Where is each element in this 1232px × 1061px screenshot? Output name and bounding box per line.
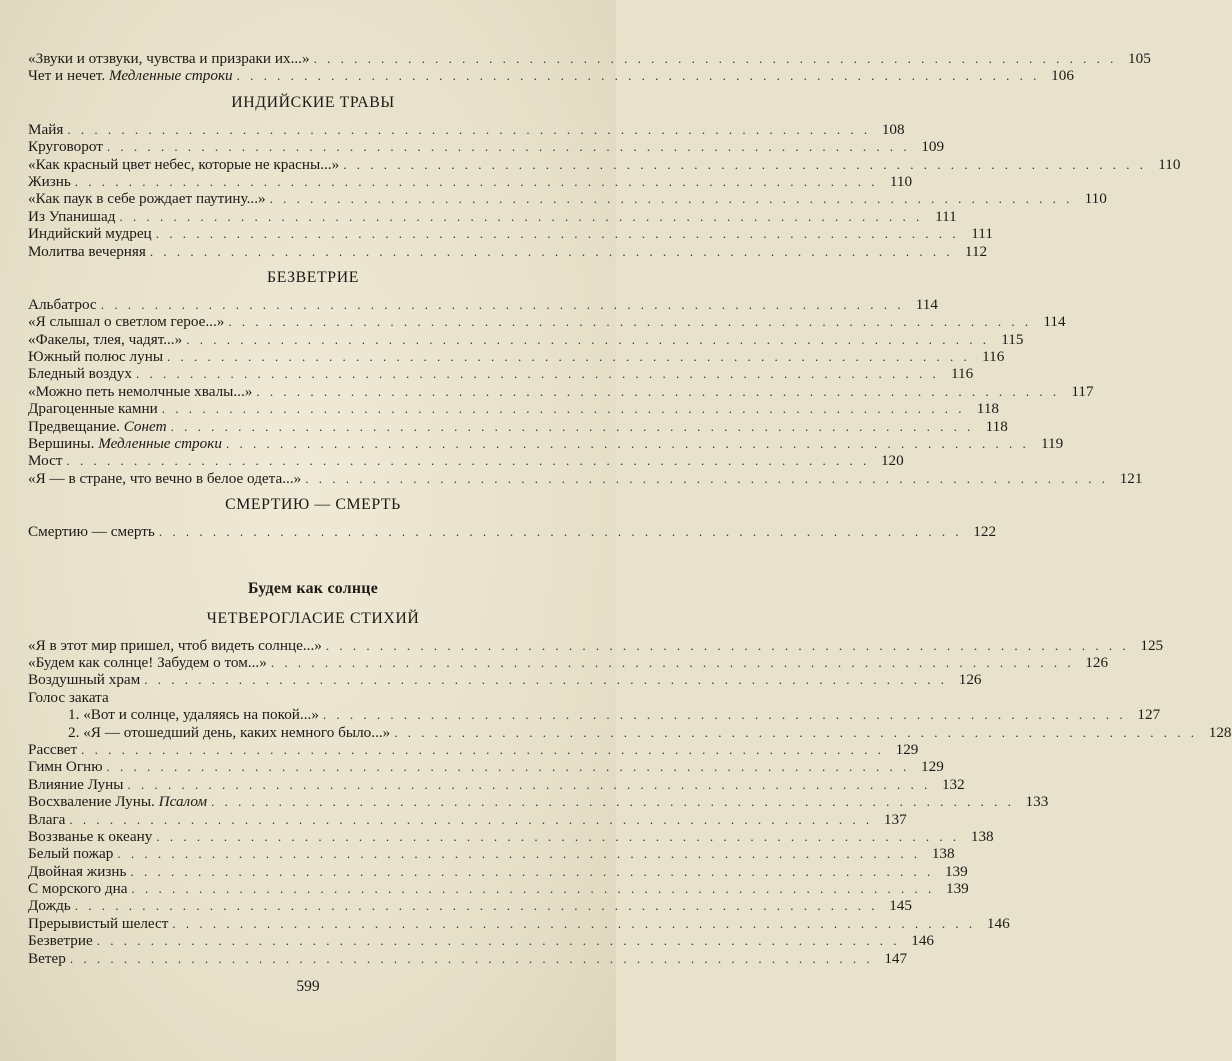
dot-leader: . . . . . . . . . . . . . . . . . . . . . . . . . . . . . . . . . . . . . . . . . . . . . . . . . . . . . . . . . . . . bbox=[236, 68, 1040, 84]
toc-entry bbox=[28, 417, 1008, 435]
toc-entry-title bbox=[28, 243, 150, 260]
toc-entry bbox=[28, 636, 1164, 654]
toc-entry-title bbox=[28, 880, 132, 897]
toc-entry-title-text: «Факелы, тлея, чадят...» bbox=[28, 330, 183, 348]
toc-entry-page: 139 bbox=[944, 862, 968, 880]
toc-entry-subtitle: Медленные строки bbox=[98, 435, 222, 453]
toc-entry bbox=[28, 295, 938, 313]
toc-entry-title-text: Безветрие bbox=[28, 932, 93, 950]
toc-entry-title bbox=[28, 383, 256, 400]
toc-entry-page: 138 bbox=[970, 827, 994, 845]
toc-entry-title bbox=[28, 637, 326, 654]
toc-entry-title-text: Южный полюс луны bbox=[28, 348, 164, 366]
toc-entry bbox=[28, 120, 905, 138]
toc-entry bbox=[28, 653, 1109, 671]
toc-entry-page: 116 bbox=[982, 348, 1005, 366]
toc-entry-title bbox=[28, 897, 75, 914]
toc-entry-page: 138 bbox=[931, 845, 955, 863]
toc-entry-title bbox=[28, 776, 127, 793]
toc-entry-title-text: «Звуки и отзвуки, чувства и призраки их...» bbox=[28, 50, 310, 67]
toc-entry-title-text: 1. «Вот и солнце, удаляясь на покой...» bbox=[68, 706, 319, 724]
toc-entry bbox=[28, 365, 974, 383]
toc-entry bbox=[28, 880, 969, 898]
dot-leader: . . . . . . . . . . . . . . . . . . . . . . . . . . . . . . . . . . . . . . . . . . . . . . . . . . . . . . . . . . . . bbox=[155, 226, 959, 242]
toc-entry bbox=[28, 914, 1010, 932]
toc-entry-page: 114 bbox=[1043, 313, 1066, 331]
dot-leader: . . . . . . . . . . . . . . . . . . . . . . . . . . . . . . . . . . . . . . . . . . . . . . . . . . . . . . . . . . . . bbox=[225, 436, 1030, 452]
section-heading: ЧЕТВЕРОГЛАСИЕ СТИХИЙ bbox=[206, 609, 420, 627]
toc-entry-page: 118 bbox=[976, 400, 1000, 418]
dot-leader: . . . . . . . . . . . . . . . . . . . . . . . . . . . . . . . . . . . . . . . . . . . . . . . . . . . . . . . . . . . . bbox=[69, 950, 874, 966]
toc-entry-page: 129 bbox=[895, 740, 919, 758]
page-number: 599 bbox=[296, 978, 320, 995]
dot-leader: . . . . . . . . . . . . . . . . . . . . . . . . . . . . . . . . . . . . . . . . . . . . . . . . . . . . . . . . . . . . bbox=[127, 776, 931, 792]
dot-leader: . . . . . . . . . . . . . . . . . . . . . . . . . . . . . . . . . . . . . . . . . . . . . . . . . . . . . . . . . . . . bbox=[106, 139, 911, 155]
toc-entry-title bbox=[28, 296, 101, 313]
toc-entry-title-text: Дождь bbox=[28, 897, 71, 915]
dot-leader: . . . . . . . . . . . . . . . . . . . . . . . . . . . . . . . . . . . . . . . . . . . . . . . . . . . . . . . . . . . . bbox=[172, 915, 976, 931]
toc-entry-title-text: Из Упанишад bbox=[28, 207, 116, 225]
toc-entry bbox=[28, 400, 1000, 418]
toc-entry-title-text: Воздушный храм bbox=[28, 671, 141, 689]
toc-entry bbox=[28, 242, 988, 260]
toc-entry-title bbox=[28, 452, 66, 469]
toc-entry bbox=[28, 50, 1151, 67]
toc-entry-title bbox=[28, 331, 186, 348]
toc-entry-page: 126 bbox=[1085, 653, 1109, 671]
dot-leader: . . . . . . . . . . . . . . . . . . . . . . . . . . . . . . . . . . . . . . . . . . . . . . . . . . . . . . . . . . . . bbox=[96, 933, 901, 949]
toc-entry-title bbox=[28, 156, 343, 173]
toc-entry-title bbox=[28, 121, 67, 138]
toc-entry-title bbox=[28, 671, 144, 688]
toc-entry bbox=[28, 793, 1049, 811]
toc-entry bbox=[28, 67, 1074, 85]
toc-entry-page: 120 bbox=[880, 452, 904, 470]
dot-leader: . . . . . . . . . . . . . . . . . . . . . . . . . . . . . . . . . . . . . . . . . . . . . . . . . . . . . . . . . . . . bbox=[158, 524, 963, 540]
toc-entry-title-text: Влияние Луны bbox=[28, 775, 124, 793]
toc-entry-page: 112 bbox=[964, 242, 988, 260]
toc-entry-page: 147 bbox=[884, 949, 908, 967]
toc-entry-title bbox=[28, 470, 305, 487]
toc-entry bbox=[28, 382, 1094, 400]
dot-leader: . . . . . . . . . . . . . . . . . . . . . . . . . . . . . . . . . . . . . . . . . . . . . . . . . . . . . . . . . . . . bbox=[131, 881, 935, 897]
toc-entry bbox=[28, 723, 1232, 741]
toc-entry-title bbox=[28, 950, 70, 967]
toc-entry bbox=[28, 348, 1005, 366]
toc-entry-title-text: «Будем как солнце! Забудем о том...» bbox=[28, 653, 267, 671]
toc-entry-title-text: Смертию — смерть bbox=[28, 523, 155, 541]
toc-entry bbox=[28, 138, 945, 156]
dot-leader: . . . . . . . . . . . . . . . . . . . . . . . . . . . . . . . . . . . . . . . . . . . . . . . . . . . . . . . . . . . . bbox=[100, 296, 904, 312]
toc-entry bbox=[28, 225, 993, 243]
toc-entry-title bbox=[28, 50, 314, 67]
toc-entry bbox=[28, 862, 968, 880]
toc-entry-page: 133 bbox=[1025, 793, 1049, 811]
toc-entry bbox=[28, 671, 982, 689]
dot-leader: . . . . . . . . . . . . . . . . . . . . . . . . . . . . . . . . . . . . . . . . . . . . . . . . . . . . . . . . . . . . bbox=[305, 470, 1109, 486]
toc-entry-title-text: Мост bbox=[28, 452, 63, 470]
toc-entry-title bbox=[28, 138, 107, 155]
toc-entry-title-text: Белый пожар bbox=[28, 845, 114, 863]
toc-entry-title-text: «Как паук в себе рождает паутину...» bbox=[28, 190, 266, 208]
toc-entry bbox=[28, 932, 935, 950]
toc-entry-title-text: Рассвет bbox=[28, 740, 78, 758]
toc-entry-title bbox=[28, 863, 130, 880]
toc-entry bbox=[28, 740, 919, 758]
toc-entry-page: 121 bbox=[1119, 469, 1143, 487]
toc-entry-title-text: 2. «Я — отошедший день, каких немного было...» bbox=[68, 723, 391, 741]
toc-entry-page: 118 bbox=[985, 417, 1008, 435]
toc-entry-page: 117 bbox=[1071, 382, 1094, 400]
dot-leader: . . . . . . . . . . . . . . . . . . . . . . . . . . . . . . . . . . . . . . . . . . . . . . . . . . . . . . . . . . . . bbox=[66, 453, 870, 469]
toc-entry bbox=[28, 706, 1161, 724]
toc-entry-title-text: С морского дна bbox=[28, 880, 128, 898]
toc-entry bbox=[28, 897, 912, 915]
dot-leader: . . . . . . . . . . . . . . . . . . . . . . . . . . . . . . . . . . . . . . . . . . . . . . . . . . . . . . . . . . . . bbox=[106, 759, 910, 775]
toc-entry-page: 127 bbox=[1137, 706, 1161, 724]
dot-leader: . . . . . . . . . . . . . . . . . . . . . . . . . . . . . . . . . . . . . . . . . . . . . . . . . . . . . . . . . . . . bbox=[81, 741, 885, 757]
dot-leader: . . . . . . . . . . . . . . . . . . . . . . . . . . . . . . . . . . . . . . . . . . . . . . . . . . . . . . . . . . . . bbox=[156, 828, 960, 844]
toc-entry-title-text: Восхваление Луны. bbox=[28, 793, 159, 811]
toc-entry-title bbox=[28, 67, 237, 84]
toc-entry-page: 116 bbox=[950, 365, 974, 383]
toc-entry-title-text: Чет и нечет. bbox=[28, 67, 109, 85]
toc-entry-title-text: «Я — в стране, что вечно в белое одета...» bbox=[28, 469, 302, 487]
toc-entry bbox=[28, 469, 1143, 487]
toc-entry-title bbox=[28, 654, 271, 671]
toc-entry bbox=[28, 827, 994, 845]
dot-leader: . . . . . . . . . . . . . . . . . . . . . . . . . . . . . . . . . . . . . . . . . . . . . . . . . . . . . . . . . . . . bbox=[74, 173, 879, 189]
toc-entry bbox=[28, 172, 913, 190]
toc-entry-title-text: Жизнь bbox=[28, 172, 71, 190]
toc-entry bbox=[28, 758, 944, 776]
toc-entry-title-text: Ветер bbox=[28, 949, 66, 967]
section-heading: БЕЗВЕТРИЕ bbox=[267, 268, 359, 286]
toc-entry bbox=[28, 689, 598, 706]
toc-entry-title-text: Гимн Огню bbox=[28, 758, 103, 776]
toc-entry-page: 146 bbox=[911, 932, 935, 950]
toc-entry-title bbox=[28, 845, 117, 862]
toc-entry bbox=[28, 190, 1107, 208]
dot-leader: . . . . . . . . . . . . . . . . . . . . . . . . . . . . . . . . . . . . . . . . . . . . . . . . . . . . . . . . . . . . bbox=[343, 156, 1147, 172]
toc-entry-title-text: «Можно петь немолчные хвалы...» bbox=[28, 382, 253, 400]
toc-entry-page: 111 bbox=[971, 225, 993, 243]
dot-leader: . . . . . . . . . . . . . . . . . . . . . . . . . . . . . . . . . . . . . . . . . . . . . . . . . . . . . . . . . . . . bbox=[313, 51, 1117, 66]
section-heading: СМЕРТИЮ — СМЕРТЬ bbox=[225, 496, 401, 514]
toc-entry-page: 139 bbox=[945, 880, 969, 898]
toc-entry-title bbox=[28, 706, 323, 723]
toc-entry-title-text: Прерывистый шелест bbox=[28, 914, 169, 932]
toc-entry-title-text: Майя bbox=[28, 120, 64, 138]
toc-entry-title bbox=[28, 225, 156, 242]
toc-entry bbox=[28, 313, 1066, 331]
dot-leader: . . . . . . . . . . . . . . . . . . . . . . . . . . . . . . . . . . . . . . . . . . . . . . . . . . . . . . . . . . . . bbox=[170, 418, 974, 434]
toc-entry-page: 126 bbox=[958, 671, 982, 689]
toc-entry-page: 128 bbox=[1208, 723, 1232, 741]
toc-entry-page: 125 bbox=[1140, 636, 1164, 654]
toc-entry-title-text: Воззванье к океану bbox=[28, 827, 153, 845]
toc-entry-title bbox=[28, 523, 159, 540]
toc-entry bbox=[28, 155, 1181, 173]
dot-leader: . . . . . . . . . . . . . . . . . . . . . . . . . . . . . . . . . . . . . . . . . . . . . . . . . . . . . . . . . . . . bbox=[67, 121, 871, 137]
toc-entry-title bbox=[28, 365, 136, 382]
toc-entry-title-text: Вершины. bbox=[28, 435, 99, 453]
toc-entry-page: 106 bbox=[1051, 67, 1074, 85]
toc-entry-page: 105 bbox=[1128, 50, 1151, 67]
dot-leader: . . . . . . . . . . . . . . . . . . . . . . . . . . . . . . . . . . . . . . . . . . . . . . . . . . . . . . . . . . . . bbox=[167, 349, 971, 365]
toc-entry-subtitle: Псалом bbox=[158, 793, 208, 811]
toc-entry bbox=[28, 452, 904, 470]
toc-entry-title-text: Влага bbox=[28, 810, 66, 828]
toc-entry-title-text: Драгоценные камни bbox=[28, 400, 158, 418]
toc-entry bbox=[28, 523, 997, 541]
toc-entry-page: 110 bbox=[889, 172, 913, 190]
toc-entry-page: 146 bbox=[986, 914, 1010, 932]
toc-entry-page: 137 bbox=[883, 810, 907, 828]
toc-entry-title-text: «Я в этот мир пришел, чтоб видеть солнце...» bbox=[28, 636, 322, 654]
dot-leader: . . . . . . . . . . . . . . . . . . . . . . . . . . . . . . . . . . . . . . . . . . . . . . . . . . . . . . . . . . . . bbox=[325, 637, 1130, 653]
toc-entry-title-text: Голос заката bbox=[28, 688, 109, 706]
dot-leader: . . . . . . . . . . . . . . . . . . . . . . . . . . . . . . . . . . . . . . . . . . . . . . . . . . . . . . . . . . . . bbox=[228, 314, 1032, 330]
toc-entry-title bbox=[28, 435, 226, 452]
toc-entry-title bbox=[28, 741, 81, 758]
toc-entry-page: 115 bbox=[1001, 330, 1024, 348]
toc-entry-title bbox=[28, 915, 172, 932]
toc-entry-page: 145 bbox=[889, 897, 912, 915]
dot-leader: . . . . . . . . . . . . . . . . . . . . . . . . . . . . . . . . . . . . . . . . . . . . . . . . . . . . . . . . . . . . bbox=[74, 898, 878, 914]
toc-entry-page: 110 bbox=[1084, 190, 1107, 208]
toc-entry-title-text: Молитва вечерняя bbox=[28, 242, 146, 260]
toc-entry-title bbox=[28, 400, 162, 417]
toc-entry-title-text: Предвещание. bbox=[28, 417, 124, 435]
dot-leader: . . . . . . . . . . . . . . . . . . . . . . . . . . . . . . . . . . . . . . . . . . . . . . . . . . . . . . . . . . . . bbox=[394, 724, 1198, 740]
toc-entry-title-text: Двойная жизнь bbox=[28, 862, 127, 880]
dot-leader: . . . . . . . . . . . . . . . . . . . . . . . . . . . . . . . . . . . . . . . . . . . . . . . . . . . . . . . . . . . . bbox=[119, 208, 923, 224]
toc-entry-title bbox=[28, 348, 167, 365]
dot-leader: . . . . . . . . . . . . . . . . . . . . . . . . . . . . . . . . . . . . . . . . . . . . . . . . . . . . . . . . . . . . bbox=[161, 401, 966, 417]
toc-entry bbox=[28, 845, 955, 863]
toc-entry-title-text: Индийский мудрец bbox=[28, 225, 152, 243]
dot-leader: . . . . . . . . . . . . . . . . . . . . . . . . . . . . . . . . . . . . . . . . . . . . . . . . . . . . . . . . . . . . bbox=[269, 191, 1073, 207]
toc-entry bbox=[28, 435, 1064, 453]
dot-leader: . . . . . . . . . . . . . . . . . . . . . . . . . . . . . . . . . . . . . . . . . . . . . . . . . . . . . . . . . . . . bbox=[211, 794, 1015, 810]
toc-entry-title bbox=[28, 689, 113, 706]
toc-entry-title bbox=[28, 758, 107, 775]
toc-entry-subtitle: Медленные строки bbox=[108, 67, 233, 85]
dot-leader: . . . . . . . . . . . . . . . . . . . . . . . . . . . . . . . . . . . . . . . . . . . . . . . . . . . . . . . . . . . . bbox=[256, 383, 1060, 399]
toc-entry-title-text: «Как красный цвет небес, которые не красны...» bbox=[28, 155, 340, 173]
toc-entry-page: 108 bbox=[881, 120, 905, 138]
toc-entry bbox=[28, 949, 908, 967]
toc-entry-subtitle: Сонет bbox=[123, 417, 167, 435]
dot-leader: . . . . . . . . . . . . . . . . . . . . . . . . . . . . . . . . . . . . . . . . . . . . . . . . . . . . . . . . . . . . bbox=[270, 654, 1075, 670]
toc-entry-title bbox=[28, 173, 75, 190]
toc-entry bbox=[28, 810, 907, 828]
toc-entry-page: 110 bbox=[1158, 155, 1181, 173]
toc-entry-title bbox=[28, 932, 97, 949]
toc-entry-title-text: Круговорот bbox=[28, 138, 103, 156]
dot-leader: . . . . . . . . . . . . . . . . . . . . . . . . . . . . . . . . . . . . . . . . . . . . . . . . . . . . . . . . . . . . bbox=[130, 863, 934, 879]
toc-entry bbox=[28, 775, 965, 793]
toc-entry-title-text: Альбатрос bbox=[28, 295, 97, 313]
dot-leader: . . . . . . . . . . . . . . . . . . . . . . . . . . . . . . . . . . . . . . . . . . . . . . . . . . . . . . . . . . . . bbox=[135, 366, 940, 382]
toc-entry bbox=[28, 330, 1024, 348]
dot-leader: . . . . . . . . . . . . . . . . . . . . . . . . . . . . . . . . . . . . . . . . . . . . . . . . . . . . . . . . . . . . bbox=[149, 243, 954, 259]
table-of-contents bbox=[28, 50, 1232, 967]
toc-entry-title bbox=[28, 208, 119, 225]
toc-entry-title-text: «Я слышал о светлом герое...» bbox=[28, 313, 225, 331]
toc-entry-page: 119 bbox=[1040, 435, 1064, 453]
toc-entry-page: 129 bbox=[921, 758, 944, 776]
dot-leader: . . . . . . . . . . . . . . . . . . . . . . . . . . . . . . . . . . . . . . . . . . . . . . . . . . . . . . . . . . . . bbox=[117, 846, 921, 862]
toc-entry-title bbox=[28, 313, 228, 330]
toc-entry-title-text: Бледный воздух bbox=[28, 365, 132, 383]
dot-leader: . . . . . . . . . . . . . . . . . . . . . . . . . . . . . . . . . . . . . . . . . . . . . . . . . . . . . . . . . . . . bbox=[144, 672, 948, 688]
toc-entry bbox=[28, 207, 957, 225]
toc-entry-page: 109 bbox=[921, 138, 945, 156]
toc-entry-page: 114 bbox=[915, 295, 938, 313]
section-heading: ИНДИЙСКИЕ ТРАВЫ bbox=[231, 93, 395, 111]
toc-entry-title bbox=[28, 724, 394, 741]
dot-leader: . . . . . . . . . . . . . . . . . . . . . . . . . . . . . . . . . . . . . . . . . . . . . . . . . . . . . . . . . . . . bbox=[322, 707, 1127, 723]
toc-entry-title bbox=[28, 828, 156, 845]
toc-entry-title bbox=[28, 811, 69, 828]
toc-entry-page: 132 bbox=[941, 775, 965, 793]
dot-leader: . . . . . . . . . . . . . . . . . . . . . . . . . . . . . . . . . . . . . . . . . . . . . . . . . . . . . . . . . . . . bbox=[186, 331, 990, 347]
toc-entry-title bbox=[28, 418, 171, 435]
toc-entry-title bbox=[28, 190, 270, 207]
toc-entry-page: 111 bbox=[935, 207, 957, 225]
book-title: Будем как солнце bbox=[247, 579, 379, 597]
toc-entry-page: 122 bbox=[973, 523, 997, 541]
dot-leader: . . . . . . . . . . . . . . . . . . . . . . . . . . . . . . . . . . . . . . . . . . . . . . . . . . . . . . . . . . . . bbox=[69, 811, 873, 827]
toc-entry-title bbox=[28, 793, 211, 810]
